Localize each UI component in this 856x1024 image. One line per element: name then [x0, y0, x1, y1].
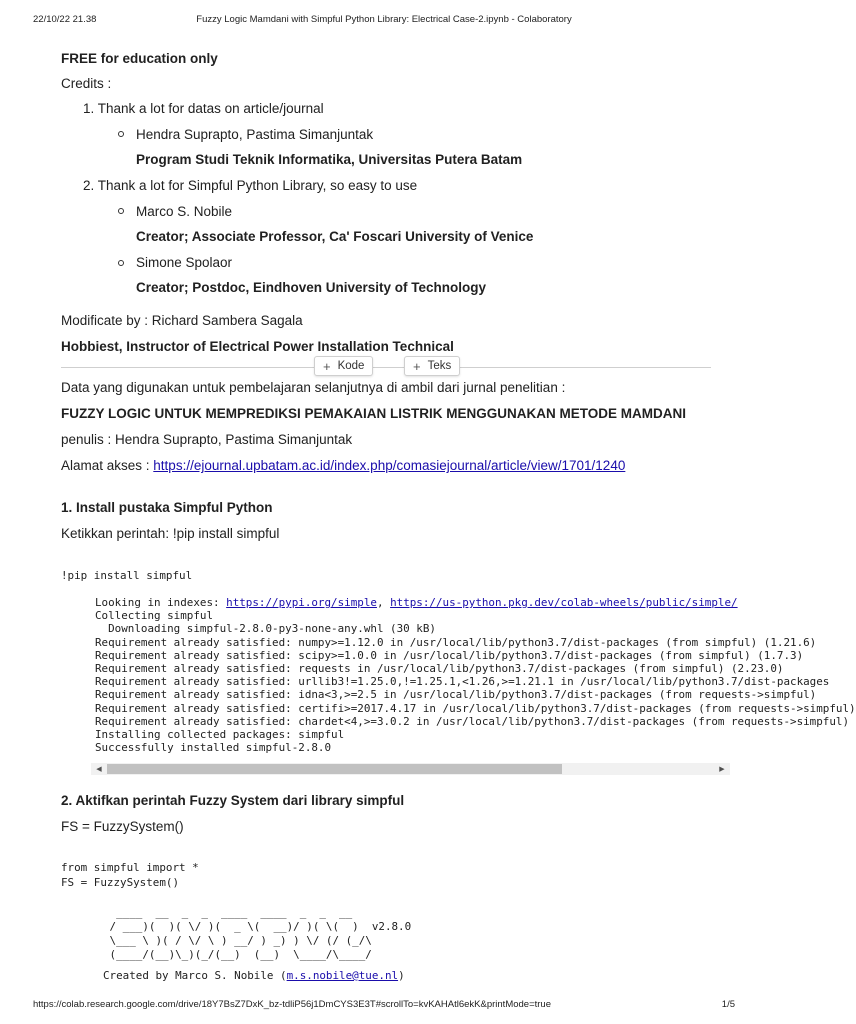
created-by-suffix: ) [398, 969, 405, 982]
output-line: Requirement already satisfied: requests in /usr/local/lib/python3.7/dist-packages (from simpful) (2.23.0) [95, 662, 784, 676]
cell-divider [61, 367, 711, 368]
plus-icon: + [413, 358, 421, 374]
output-line: Requirement already satisfied: scipy>=1.0.0 in /usr/local/lib/python3.7/dist-packages (from simpful) (1.7.3) [95, 648, 804, 662]
scroll-left-icon[interactable]: ◀ [96, 766, 102, 773]
pip-output [95, 596, 856, 761]
pypi-link[interactable]: https://pypi.org/simple [226, 596, 377, 609]
modifier-role: Hobbiest, Instructor of Electrical Power Installation Technical [61, 339, 454, 354]
modified-by: Modificate by : Richard Sambera Sagala [61, 313, 303, 328]
journal-authors: penulis : Hendra Suprapto, Pastima Simanjuntak [61, 432, 353, 447]
ascii-line: / ___)( )( \/ )( _ \( __)/ )( \( ) v2.8.0 [103, 920, 412, 933]
bullet-icon [118, 131, 124, 137]
code-cell-pip-install[interactable]: !pip install simpful [61, 569, 193, 582]
add-text-button[interactable] [404, 356, 460, 376]
credit-1-sub-1-name: Hendra Suprapto, Pastima Simanjuntak [136, 127, 374, 142]
output-text: , [376, 596, 391, 609]
section-1-heading: 1. Install pustaka Simpful Python [61, 500, 273, 515]
print-header [0, 14, 768, 28]
print-date: 22/10/22 21.38 [33, 14, 97, 25]
data-intro: Data yang digunakan untuk pembelajaran selanjutnya di ambil dari jurnal penelitian : [61, 380, 566, 395]
credit-item-1-number: 1. [83, 101, 95, 116]
output-line: Downloading simpful-2.8.0-py3-none-any.whl (30 kB) [95, 622, 436, 636]
section-2-heading: 2. Aktifkan perintah Fuzzy System dari library simpful [61, 793, 405, 808]
credit-2-sub-2-role: Creator; Postdoc, Eindhoven University of Technology [136, 280, 487, 295]
credit-1-sub-1-role: Program Studi Teknik Informatika, Universitas Putera Batam [136, 152, 523, 167]
colab-wheels-link[interactable]: https://us-python.pkg.dev/colab-wheels/public/simple/ [390, 596, 738, 609]
print-title: Fuzzy Logic Mamdani with Simpful Python Library: Electrical Case-2.ipynb - Colaboratory [196, 14, 572, 25]
print-footer [0, 999, 768, 1013]
output-line: Requirement already satisfied: idna<3,>=2.5 in /usr/local/lib/python3.7/dist-packages (from requests->simpful) [95, 688, 817, 702]
access-label: Alamat akses : [61, 458, 154, 473]
credit-2-sub-2-name: Simone Spolaor [136, 255, 233, 270]
add-code-label: Kode [337, 360, 365, 372]
credit-item-2-number: 2. [83, 178, 95, 193]
output-line: Collecting simpful [95, 609, 214, 623]
output-line: Requirement already satisfied: numpy>=1.12.0 in /usr/local/lib/python3.7/dist-packages (from simpful) (1.21.6) [95, 635, 817, 649]
access-line [61, 458, 625, 473]
add-text-label: Teks [427, 360, 452, 372]
bullet-icon [118, 260, 124, 266]
journal-link[interactable]: https://ejournal.upbatam.ac.id/index.php/comasiejournal/article/view/1701/1240 [153, 458, 626, 473]
credits-label: Credits : [61, 76, 112, 91]
credit-item-1-text: Thank a lot for datas on article/journal [97, 101, 324, 116]
output-line-indexes [95, 596, 738, 609]
output-line: Installing collected packages: simpful [95, 728, 345, 742]
created-by-prefix: Created by Marco S. Nobile ( [103, 969, 287, 982]
print-page-number: 1/5 [721, 999, 735, 1010]
credit-2-sub-1-role: Creator; Associate Professor, Ca' Foscari University of Venice [136, 229, 534, 244]
output-line: Requirement already satisfied: chardet<4,>=3.0.2 in /usr/local/lib/python3.7/dist-packages (from requests->simpful) [95, 714, 850, 728]
scrollbar-thumb[interactable] [107, 764, 562, 774]
bullet-icon [118, 208, 124, 214]
print-url: https://colab.research.google.com/drive/18Y7BsZ7DxK_bz-tdliP56j1DmCYS3E3T#scrollTo=kvKAHAtl6ekK&printMode=true [33, 999, 551, 1010]
output-line: Requirement already satisfied: certifi>=2017.4.17 in /usr/local/lib/python3.7/dist-packages (from requests->simpful) [95, 701, 856, 715]
plus-icon: + [323, 358, 331, 374]
code-cell-fuzzy-system-line-1[interactable]: from simpful import * [61, 861, 199, 874]
creator-email-link[interactable]: m.s.nobile@tue.nl [286, 969, 399, 982]
code-cell-fuzzy-system-line-2[interactable]: FS = FuzzySystem() [61, 876, 180, 889]
output-line: Requirement already satisfied: urllib3!=1.25.0,!=1.25.1,<1.26,>=1.21.1 in /usr/local/lib/python3.7/dist-packages [95, 675, 830, 689]
ascii-line: ____ __ _ _ ____ ____ _ _ __ [103, 906, 372, 919]
output-text: Looking in indexes: [95, 596, 227, 609]
section-1-instruction: Ketikkan perintah: !pip install simpful [61, 526, 280, 541]
simpful-banner [103, 906, 411, 962]
output-line: Successfully installed simpful-2.8.0 [95, 741, 332, 755]
section-2-instruction: FS = FuzzySystem() [61, 819, 184, 834]
output-horizontal-scrollbar[interactable] [91, 763, 730, 775]
add-code-button[interactable] [314, 356, 373, 376]
credit-item-1 [83, 101, 324, 116]
scroll-right-icon[interactable]: ▶ [719, 766, 725, 773]
ascii-line: \___ \ )( / \/ \ ) __/ ) _) ) \/ (/ (_/\ [103, 934, 379, 947]
credit-2-sub-1-name: Marco S. Nobile [136, 204, 233, 219]
credit-item-2-text: Thank a lot for Simpful Python Library, so easy to use [97, 178, 418, 193]
credit-item-2 [83, 178, 417, 193]
free-note: FREE for education only [61, 51, 218, 66]
ascii-line: (____/(__)\_)(_/(__) (__) \____/\____/ [103, 948, 372, 961]
journal-title: FUZZY LOGIC UNTUK MEMPREDIKSI PEMAKAIAN LISTRIK MENGGUNAKAN METODE MAMDANI [61, 406, 686, 421]
created-by-line [103, 969, 405, 982]
